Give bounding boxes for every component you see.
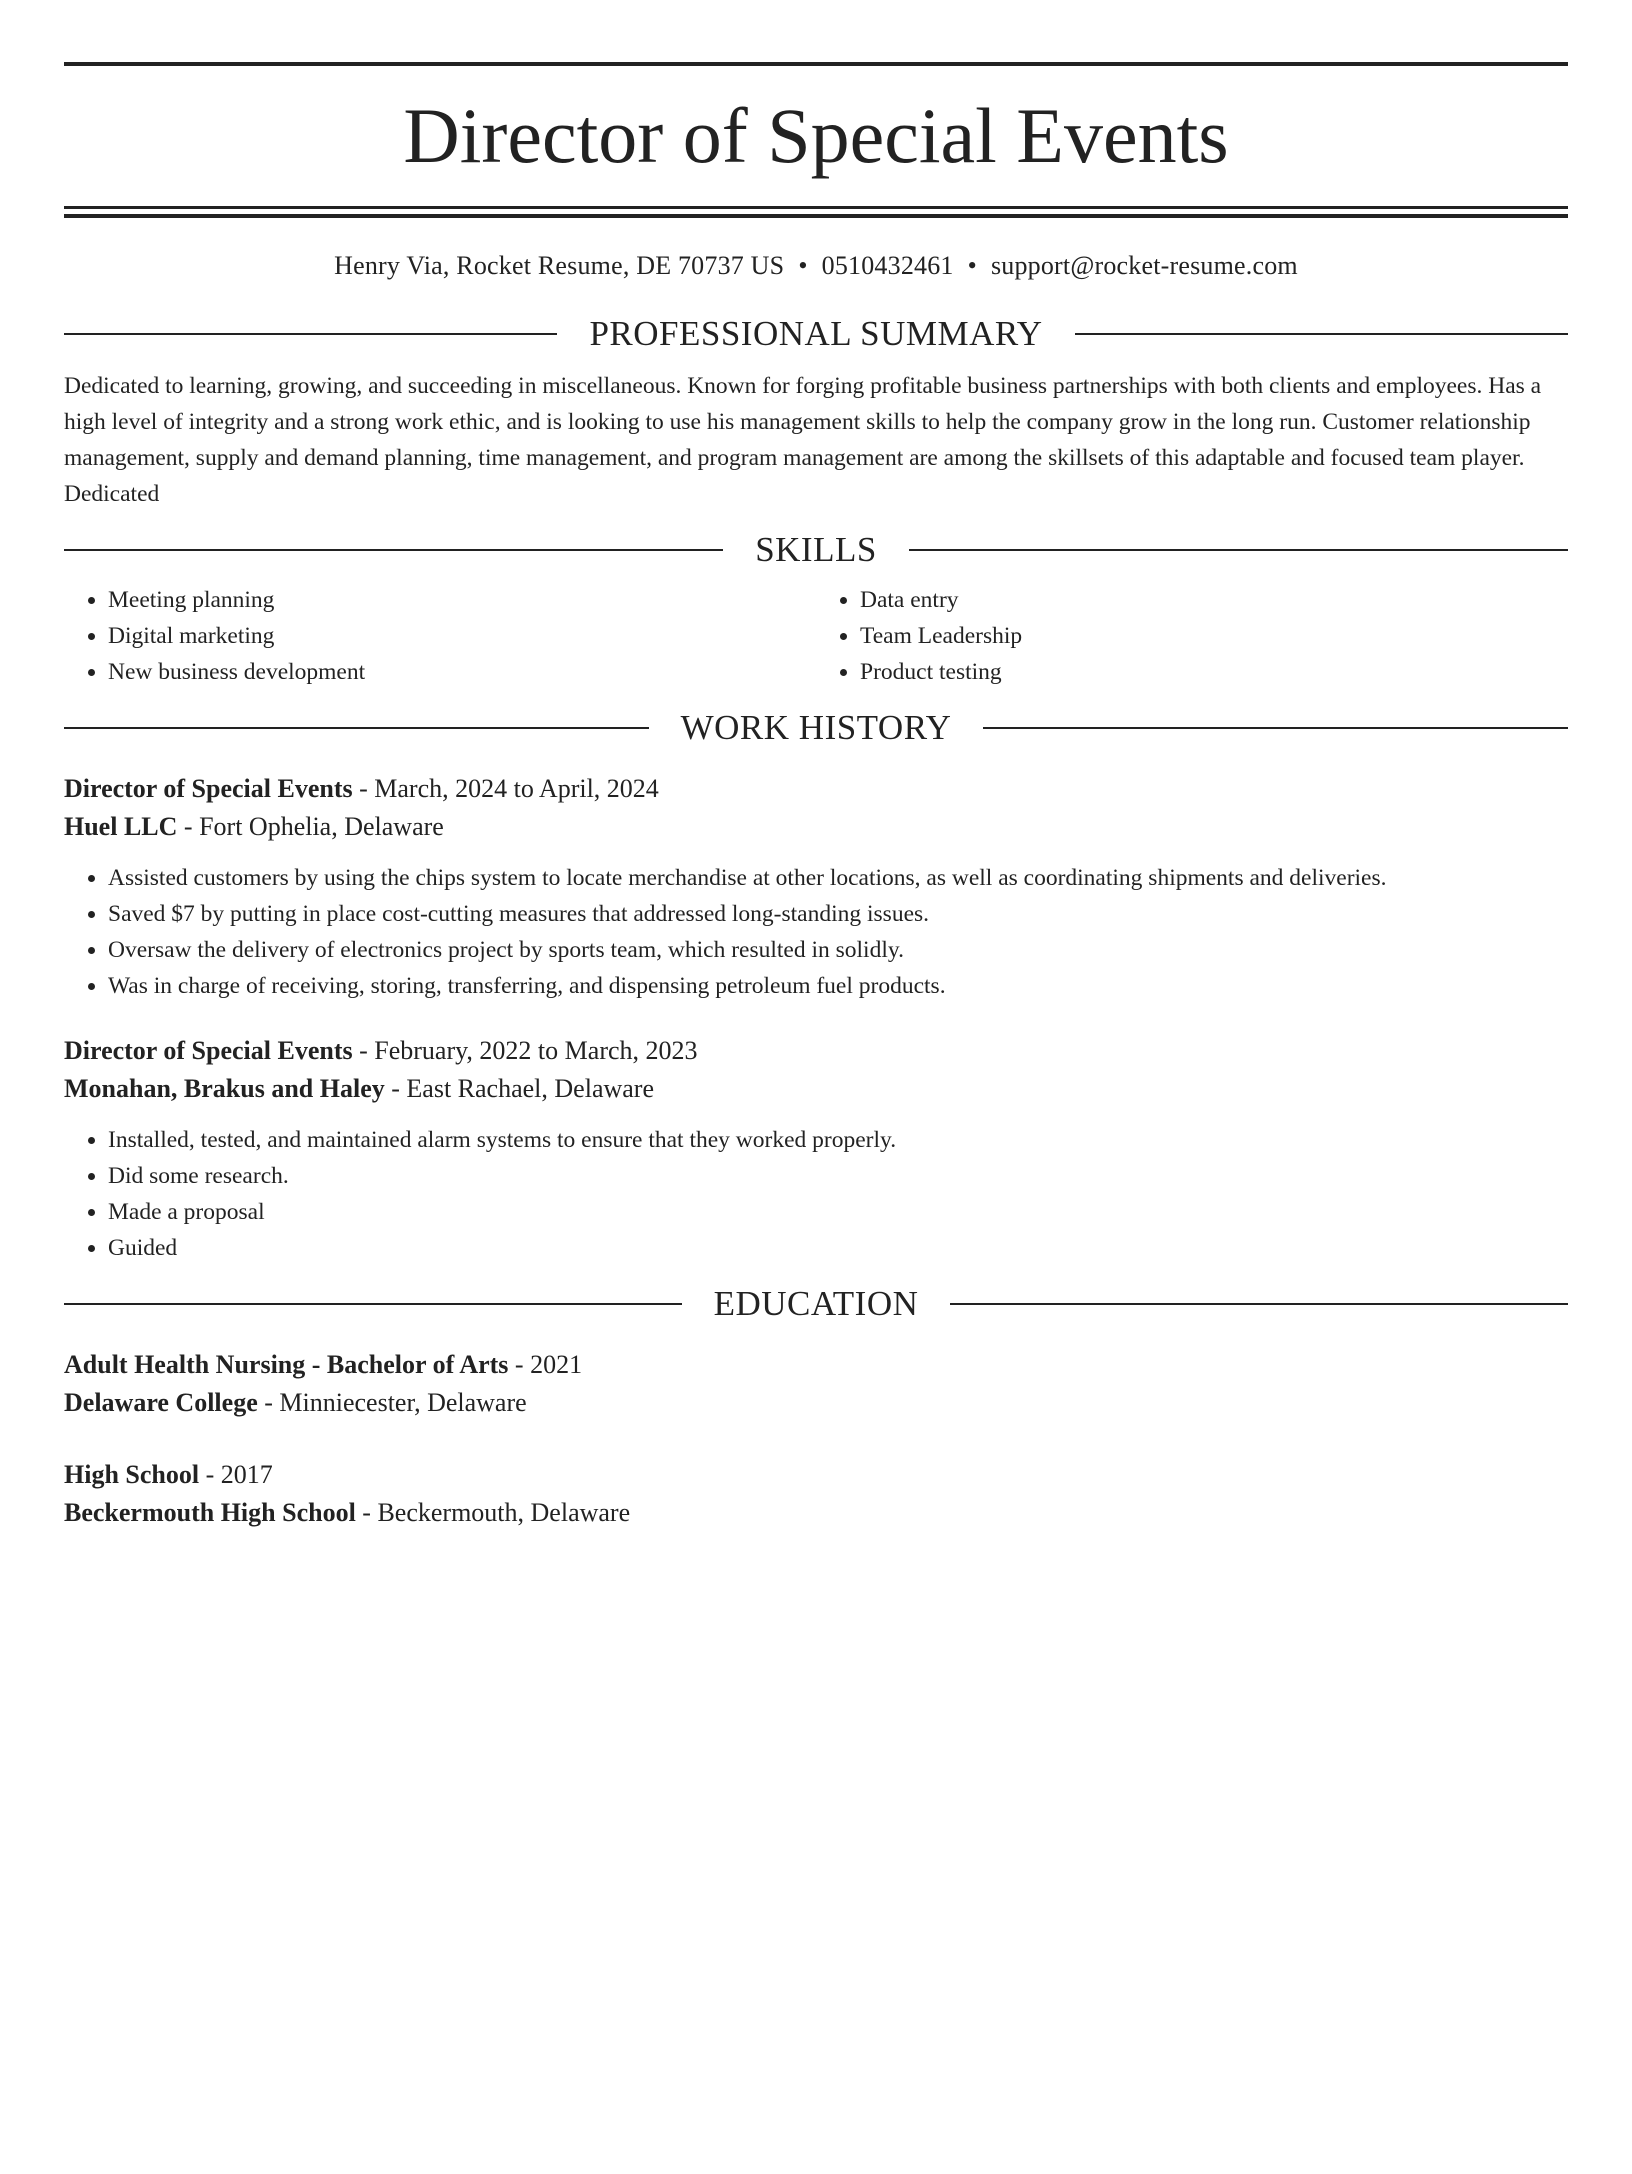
contact-separator: • <box>798 251 808 280</box>
education-location: - Minniecester, Delaware <box>257 1388 527 1417</box>
job-dates: - February, 2022 to March, 2023 <box>352 1036 698 1065</box>
contact-separator: • <box>967 251 977 280</box>
contact-email: support@rocket-resume.com <box>990 251 1298 280</box>
job-company-line <box>64 808 1568 846</box>
job-company: Huel LLC <box>64 812 178 841</box>
education-school-line <box>64 1384 1568 1422</box>
education-entry <box>64 1346 1568 1422</box>
job-bullet: • Oversaw the delivery of electronics project by sports team, which resulted in solidly. <box>108 932 1568 968</box>
section-title: PROFESSIONAL SUMMARY <box>589 314 1043 353</box>
resume-page <box>0 62 1632 2174</box>
job-location: - Fort Ophelia, Delaware <box>177 812 444 841</box>
section-title: SKILLS <box>755 530 877 569</box>
job-title-line <box>64 770 1568 808</box>
heading-rule <box>64 727 649 729</box>
skill-item: • New business development <box>108 654 816 690</box>
skill-item: • Meeting planning <box>108 582 816 618</box>
job-location: - East Rachael, Delaware <box>384 1074 654 1103</box>
job-bullet: • Assisted customers by using the chips system to locate merchandise at other locations, as well as coordinating shipments and deliveries. <box>108 860 1568 896</box>
skill-item: • Team Leadership <box>860 618 1568 654</box>
education-school: Beckermouth High School <box>64 1498 356 1527</box>
contact-line <box>64 250 1568 282</box>
skill-item: • Product testing <box>860 654 1568 690</box>
heading-rule <box>950 1303 1568 1305</box>
job-bullets <box>64 860 1568 1004</box>
job-entry <box>64 1032 1568 1266</box>
education-location: - Beckermouth, Delaware <box>355 1498 631 1527</box>
section-heading-work <box>64 706 1568 750</box>
education-degree-line <box>64 1346 1568 1384</box>
section-title: EDUCATION <box>713 1284 919 1323</box>
job-title: Director of Special Events <box>64 774 353 803</box>
contact-phone: 0510432461 <box>821 251 954 280</box>
education-school-line <box>64 1494 1568 1532</box>
education-year: - 2017 <box>199 1460 273 1489</box>
contact-address: Henry Via, Rocket Resume, DE 70737 US <box>334 251 785 280</box>
job-bullet: • Guided <box>108 1230 1568 1266</box>
section-heading-summary <box>64 312 1568 356</box>
education-entry <box>64 1456 1568 1532</box>
skill-item: • Digital marketing <box>108 618 816 654</box>
heading-rule <box>983 727 1568 729</box>
job-entry <box>64 770 1568 1004</box>
skills-list-right <box>816 582 1568 690</box>
section-heading-skills <box>64 528 1568 572</box>
job-bullet: • Did some research. <box>108 1158 1568 1194</box>
job-company-line <box>64 1070 1568 1108</box>
job-title: Director of Special Events <box>64 1036 353 1065</box>
heading-rule <box>64 1303 682 1305</box>
education-school: Delaware College <box>64 1388 258 1417</box>
summary-text: Dedicated to learning, growing, and succeeding in miscellaneous. Known for forging profitable business partnerships with both clients and employees. Has a high level of integrity and a strong work ethic, and is looking to use his management skills to help the company grow in the long run. Customer relationship management, supply and demand planning, time management, and program management are among the skillsets of this adaptable and focused team player. Dedicated <box>64 373 1542 507</box>
job-bullet: • Made a proposal <box>108 1194 1568 1230</box>
heading-rule <box>64 333 557 335</box>
heading-rule <box>909 549 1568 551</box>
education-year: - 2021 <box>508 1350 583 1379</box>
education-degree-line <box>64 1456 1568 1494</box>
heading-rule <box>1075 333 1568 335</box>
resume-title: Director of Special Events <box>403 92 1229 179</box>
job-title-line <box>64 1032 1568 1070</box>
skills-columns <box>64 582 1568 690</box>
section-heading-education <box>64 1282 1568 1326</box>
heading-rule <box>64 549 723 551</box>
job-bullets <box>64 1122 1568 1266</box>
job-dates: - March, 2024 to April, 2024 <box>352 774 659 803</box>
skills-list-left <box>64 582 816 690</box>
job-bullet: • Installed, tested, and maintained alarm systems to ensure that they worked properly. <box>108 1122 1568 1158</box>
education-degree: Adult Health Nursing - Bachelor of Arts <box>64 1350 509 1379</box>
job-bullet: • Was in charge of receiving, storing, transferring, and dispensing petroleum fuel products. <box>108 968 1568 1004</box>
skill-item: • Data entry <box>860 582 1568 618</box>
title-double-rule <box>64 206 1568 218</box>
education-degree: High School <box>64 1460 200 1489</box>
section-title: WORK HISTORY <box>680 708 952 747</box>
job-company: Monahan, Brakus and Haley <box>64 1074 385 1103</box>
job-bullet: • Saved $7 by putting in place cost-cutting measures that addressed long-standing issues. <box>108 896 1568 932</box>
